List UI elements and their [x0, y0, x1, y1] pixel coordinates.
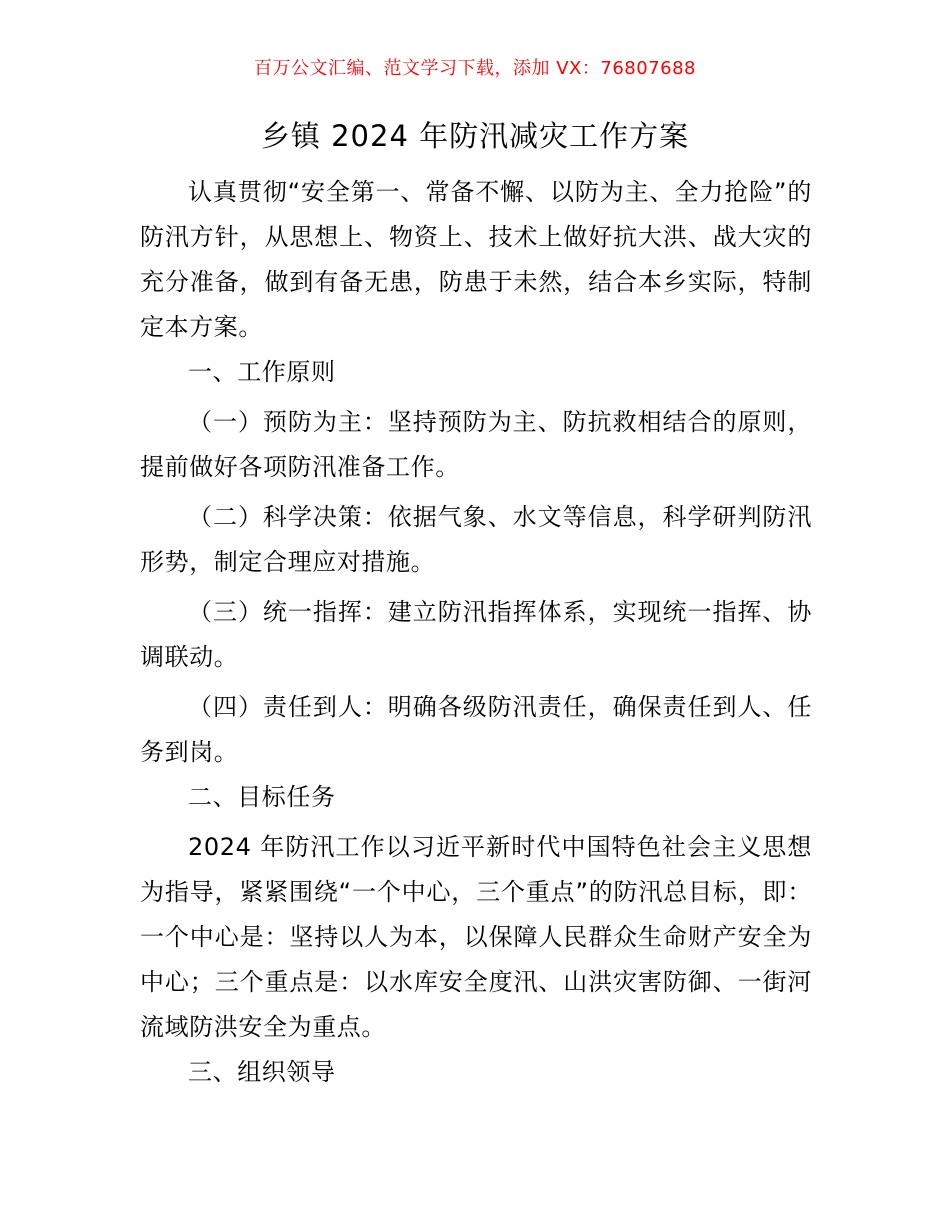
- goals-paragraph: 2024 年防汛工作以习近平新时代中国特色社会主义思想为指导，紧紧围绕“一个中心，三个重点”的防汛总目标，即：一个中心是：坚持以人为本，以保障人民群众生命财产安全为中心；三个重点是：以水库安全度汛、山洪灾害防御、一街河流域防洪安全为重点。: [140, 833, 812, 1041]
- principle-item-1: （一）预防为主：坚持预防为主、防抗救相结合的原则，提前做好各项防汛准备工作。: [140, 408, 812, 481]
- intro-paragraph: 认真贯彻“安全第一、常备不懈、以防为主、全力抢险”的防汛方针，从思想上、物资上、技术上做好抗大洪、战大灾的充分准备，做到有备无患，防患于未然，结合本乡实际，特制定本方案。: [140, 178, 812, 341]
- document-title: 乡镇 2024 年防汛减灾工作方案: [260, 119, 690, 153]
- header-watermark-note: 百万公文汇编、范文学习下载，添加 VX：76807688: [254, 58, 696, 79]
- principle-item-2: （二）科学决策：依据气象、水文等信息，科学研判防汛形势，制定合理应对措施。: [140, 503, 812, 576]
- section-heading-organization: 三、组织领导: [188, 1058, 336, 1086]
- section-heading-goals: 二、目标任务: [188, 783, 336, 811]
- principle-item-4: （四）责任到人：明确各级防汛责任，确保责任到人、任务到岗。: [140, 693, 812, 766]
- document-body: [140, 170, 812, 1095]
- principle-item-3: （三）统一指挥：建立防汛指挥体系，实现统一指挥、协调联动。: [140, 598, 812, 671]
- section-heading-principles: 一、工作原则: [188, 358, 336, 386]
